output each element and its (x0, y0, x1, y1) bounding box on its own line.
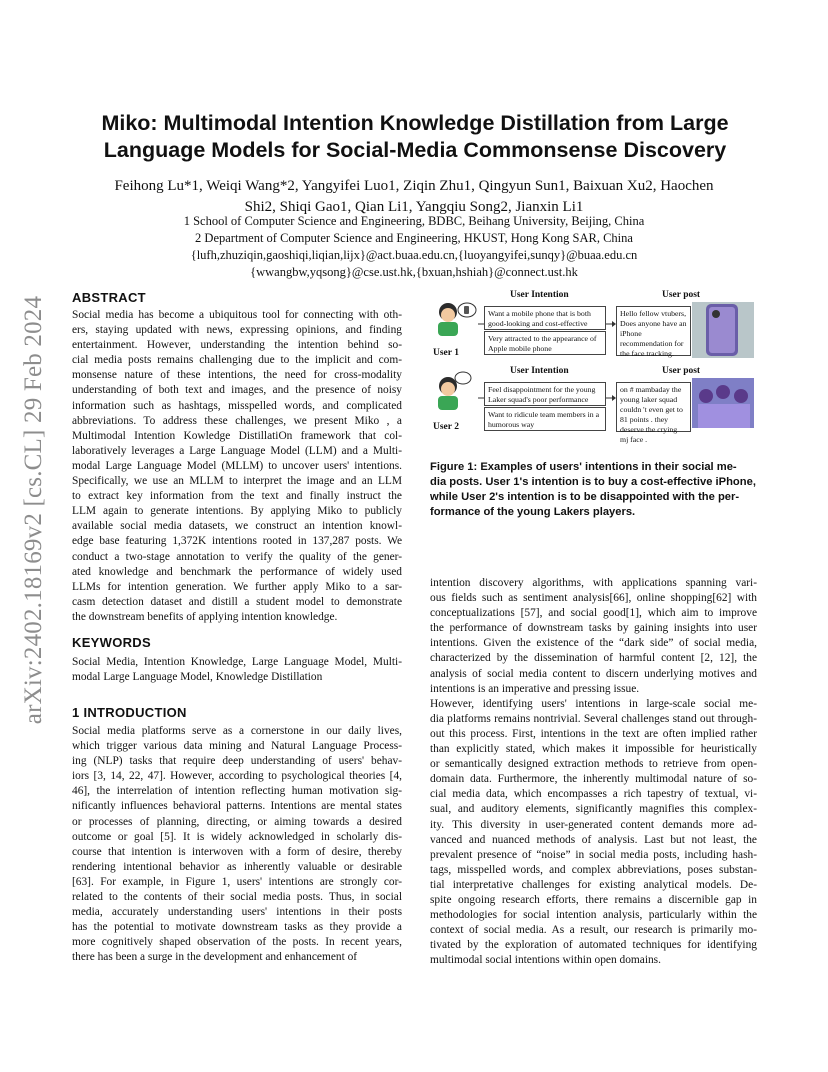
text-line: multimodal social intentions within open domains. (430, 954, 661, 967)
user2-post: on # mambaday the young laker squad couldn 't even get to 81 points . they deserve the crying mj face . (616, 382, 691, 432)
text-line: more cognitively shaped observation of the posts. In recent years, (72, 936, 402, 949)
text-line: prevalent presence of “noise” in social media posts, including hash- (430, 848, 757, 861)
arxiv-stamp: arXiv:2402.18169v2 [cs.CL] 29 Feb 2024 (20, 295, 47, 725)
text-line: or semantically designed extraction methods to retrieve from open- (430, 758, 757, 771)
text-line: dia platforms remains nontrivial. Several challenges stand out through- (430, 712, 757, 725)
text-line: to extract key information from the text and finally instruct the (72, 490, 402, 503)
text-line: methodologies for social intention analysis, particularly within the (430, 909, 757, 922)
figure-1-caption (430, 460, 757, 520)
text-line: LLMs for intention generation. We further apply Miko to a sar- (72, 580, 402, 593)
text-line: conduct a two-stage annotation to verify the quality of the gener- (72, 550, 402, 563)
text-line: ity. This diversity in user-generated content demands more ad- (430, 818, 757, 831)
text-line: has the potential to motivate downstream tasks as they provide a (72, 921, 402, 934)
text-line: monsense nature of these intentions, the need for cross-modality (72, 369, 402, 382)
text-line: ers, staying updated with news, expressing opinions, and finding (72, 324, 402, 337)
text-line: information such as hashtags, misspelled words, and complicated (72, 399, 402, 412)
text-line: abbreviations. To address these challenges, we present Miko , a (72, 414, 402, 427)
text-line: tivated by the exploration of automated techniques for identifying (430, 939, 757, 952)
text-line: the downstream benefits of applying intention knowledge. (72, 610, 338, 623)
text-line: Specifically, we use an MLLM to interpret the image and an LLM (72, 475, 402, 488)
abstract-body (72, 308, 402, 625)
keywords-body (72, 655, 402, 685)
text-line: sual, and auditory elements, significantly magnifies this complex- (430, 803, 757, 816)
text-line: context of social media. As a result, our research is primarily mo- (430, 924, 757, 937)
text-line: vanced and nuanced methods of analysis. Last but not least, the (430, 833, 757, 846)
text-line: outcome or goal [5]. It is widely acknowledged in scholarly dis- (72, 830, 402, 843)
text-line: analysis of social media content to discern underlying motives and (430, 667, 757, 680)
keywords-heading: KEYWORDS (72, 635, 151, 650)
text-line: Social media has become a ubiquitous tool for connecting with oth- (72, 309, 402, 321)
user1-intention-b: Very attracted to the appearance of Apple mobile phone (484, 331, 606, 355)
text-line: intention discovery algorithms, with applications spanning vari- (430, 577, 757, 589)
text-line: nificantly influences behavioral patterns. Intentions are mental states (72, 800, 402, 813)
iphone-photo-icon (692, 302, 754, 358)
paper-title: Miko: Multimodal Intention Knowledge Distillation from Large Language Models for Social-Media Commonsense Discovery (101, 111, 729, 162)
text-line: available social media datasets, we construct an intention knowl- (72, 520, 402, 533)
user2-label: User 2 (433, 422, 459, 432)
caption-line: formance of the young Lakers players. (430, 506, 636, 518)
user1-intention-title: User Intention (510, 290, 569, 300)
text-line: entertainment. However, understanding the intention behind so- (72, 339, 402, 352)
text-line: characterized by the dissemination of harmful content [2, 12], the (430, 652, 757, 665)
text-line: laboratively leverages a Large Language Model (LLM) and a Multi- (72, 444, 402, 457)
text-line: out this process. First, intentions in the text are often implied rather (430, 727, 757, 740)
text-line: [63]. For example, in Figure 1, users' intentions are strongly cor- (72, 875, 402, 888)
caption-line: while User 2's intention is to be disappointed with the per- (430, 491, 740, 503)
user2-avatar-icon (438, 372, 471, 410)
text-line: intentions. Given the existence of the “dark side” of social media, (430, 637, 757, 650)
text-line: ing (NLP) tasks that require deep understanding of users' behav- (72, 755, 402, 768)
user2-intention-a: Feel disappointment for the young Laker squad's poor performance (484, 382, 606, 406)
text-line: Social media platforms serve as a cornerstone in our daily lives, (72, 725, 402, 737)
text-line: LLM again to generate intentions. By applying Miko to publicly (72, 505, 402, 518)
caption-line: Figure 1: Examples of users' intentions in their social me- (430, 461, 737, 473)
affiliations: 1 School of Computer Science and Engineering, BDBC, Beihang University, Beijing, China 2 Department of Computer Science and Engineering, HKUST, Hong Kong SAR, China {lufh,zhuziqin,gaoshiqi,liqian,lijx}@act.buaa.edu.cn,{luoyangyifei,sunqy}@buaa.edu.cn {wwangbw,yqsong}@cse.ust.hk,{bxuan,hshiah}@connect.ust.hk (183, 214, 645, 279)
author-list: Feihong Lu*1, Weiqi Wang*2, Yangyifei Luo1, Ziqin Zhu1, Qingyun Sun1, Baixuan Xu2, Haochen Shi2, Shiqi Gao1, Qian Li1, Yangqiu Song2, Jianxin Li1 (114, 178, 714, 215)
text-line: there has been a surge in the development and enhancement of (72, 951, 358, 964)
intro-heading: 1 INTRODUCTION (72, 705, 187, 720)
text-line: ous fields such as sentiment analysis[66], online shopping[62] with (430, 592, 757, 605)
text-line: iors [3, 14, 22, 47]. However, according to psychological theories [4, (72, 770, 402, 783)
user2-post-title: User post (662, 366, 701, 376)
intro-continued-body (430, 576, 757, 968)
text-line: casm detection dataset and distill a student model to demonstrate (72, 595, 402, 608)
text-line: cial media data, which encompasses a rich tapestry of textual, vi- (430, 788, 757, 801)
user2-intention-b: Want to ridicule team members in a humorous way (484, 407, 606, 431)
text-line: spite ongoing research efforts, there remains a discernible gap in (430, 893, 757, 906)
text-line: Multimodal Intention Kowledge DistillatiOn framework that col- (72, 429, 402, 442)
text-line: tial interpretative challenges for existing analytical models. De- (430, 878, 757, 891)
text-line: ated knowledge and benchmark the performance of widely used (72, 565, 402, 578)
abstract-heading: ABSTRACT (72, 290, 146, 305)
text-line: However, identifying users' intentions in large-scale social me- (430, 697, 757, 710)
text-line: Social Media, Intention Knowledge, Large Language Model, Multi- (72, 656, 402, 668)
user1-avatar-icon (438, 303, 476, 336)
text-line: or processes of planning, directing, or aiming towards a desired (72, 815, 402, 828)
text-line: edge base featuring 1,372K intentions rooted in 137,287 posts. We (72, 535, 402, 548)
user1-label: User 1 (433, 348, 459, 358)
text-line: course that intention is interwoven with a form of desire, thereby (72, 845, 402, 858)
text-line: domain data. Furthermore, the inherently multimodal nature of so- (430, 773, 757, 786)
text-line: which trigger various data mining and Natural Language Process- (72, 740, 402, 753)
user2-intention-title: User Intention (510, 366, 569, 376)
user1-intention-a: Want a mobile phone that is both good-looking and cost-effective (484, 306, 606, 330)
text-line: than explicitly stated, which makes it impossible for heuristically (430, 743, 757, 756)
text-line: intentions is an imperative and pressing issue. (430, 682, 640, 695)
text-line: 46], the interrelation of intention reflecting human motivation sig- (72, 785, 402, 798)
players-photo-icon (692, 378, 754, 428)
text-line: tags, misspelled words, and complex abbreviations, poses substan- (430, 863, 757, 876)
figure-1 (430, 288, 757, 444)
text-line: rendering intentional behavior as inherently valuable or desirable (72, 860, 402, 873)
user1-post-title: User post (662, 290, 701, 300)
caption-line: dia posts. User 1's intention is to buy a cost-effective iPhone, (430, 476, 756, 488)
text-line: the performance of downstream tasks by gaining insights into user (430, 622, 757, 635)
text-line: conceptualizations [57], and social good[1], which aim to improve (430, 607, 757, 620)
text-line: understanding of both text and images, and the presence of noisy (72, 384, 402, 397)
user1-post: Hello fellow vtubers, Does anyone have an iPhone recommendation for the face tracking. (616, 306, 691, 356)
text-line: media, accurately understanding users' intentions in their posts (72, 906, 402, 919)
text-line: related to the contents of their social media posts. Thus, in social (72, 891, 402, 904)
intro-body (72, 724, 402, 966)
text-line: modal Large Language Model (MLLM) to uncover users' intentions. (72, 459, 402, 472)
text-line: modal Large Language Model, Knowledge Distillation (72, 671, 323, 684)
text-line: cial media posts remains challenging due to the implicit and com- (72, 354, 402, 367)
